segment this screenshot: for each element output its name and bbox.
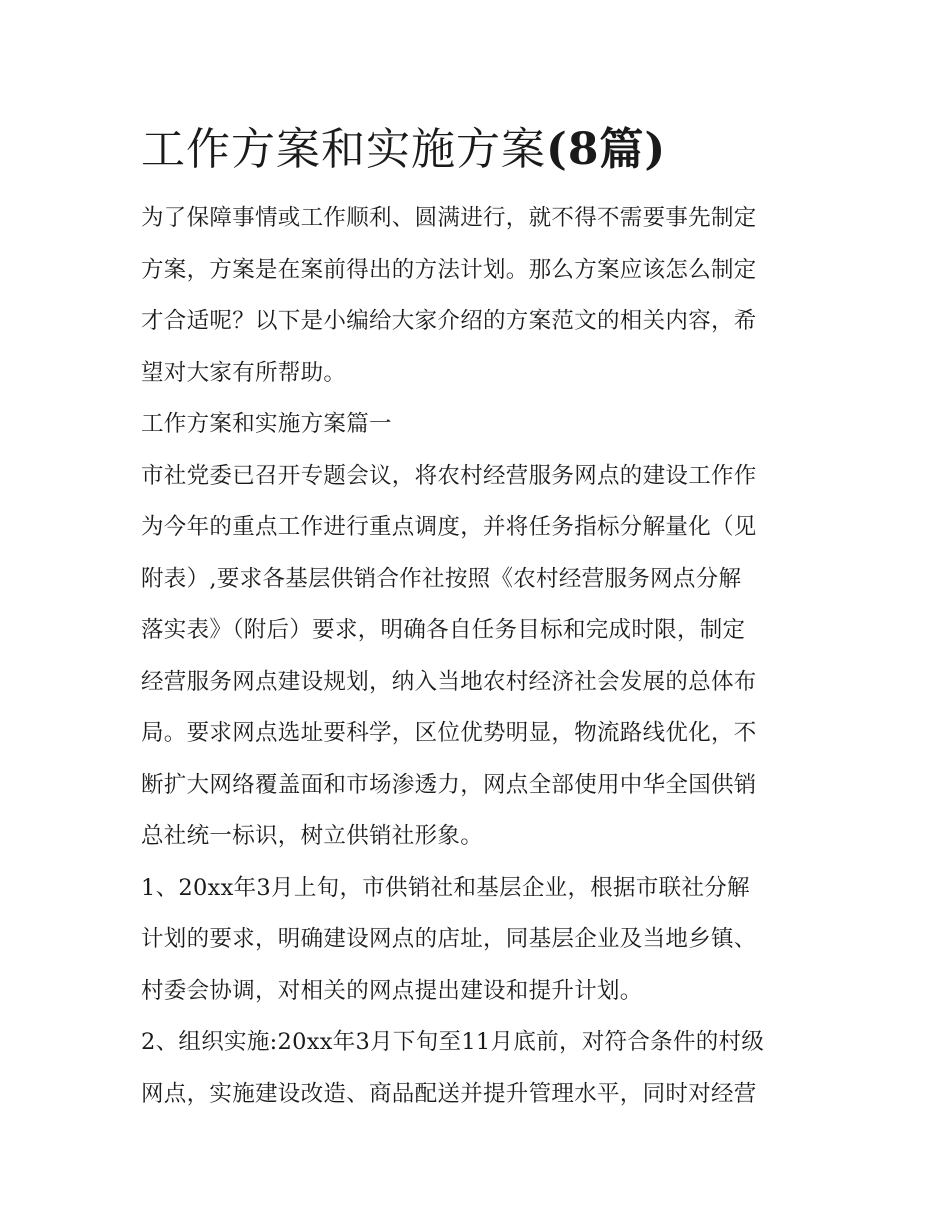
list-item-2 (141, 1017, 813, 1120)
body-line: 局。要求网点选址要科学，区位优势明显，物流路线优化，不 (141, 720, 757, 746)
intro-line: 为了保障事情或工作顺利、圆满进行，就不得不需要事先制定 (141, 205, 757, 231)
section-heading (141, 399, 813, 451)
body-line: 总社统一标识，树立供销社形象。 (141, 823, 484, 849)
title-count: (8篇) (546, 124, 667, 175)
document-title (141, 118, 813, 182)
body-line: 落实表》（附后）要求，明确各自任务目标和完成时限，制定 (141, 617, 746, 643)
body-paragraph (141, 451, 813, 863)
list-item-line: 计划的要求，明确建设网点的店址，同基层企业及当地乡镇、 (141, 926, 757, 952)
section-heading-text: 工作方案和实施方案篇一 (141, 411, 392, 437)
body-line: 市社党委已召开专题会议，将农村经营服务网点的建设工作作 (141, 462, 757, 489)
document-page (141, 118, 813, 1120)
body-line: 断扩大网络覆盖面和市场渗透力，网点全部使用中华全国供销 (141, 771, 757, 798)
list-item-line: 村委会协调，对相关的网点提出建设和提升计划。 (141, 977, 643, 1004)
intro-line: 方案，方案是在案前得出的方法计划。那么方案应该怎么制定 (141, 256, 757, 283)
list-item-line: 1、20xx年3月上旬，市供销社和基层企业，根据市联社分解 (141, 874, 750, 901)
list-item-line: 网点，实施建设改造、商品配送并提升管理水平，同时对经营 (141, 1080, 757, 1107)
list-item-1 (141, 863, 813, 1018)
intro-line: 望对大家有所帮助。 (141, 359, 347, 386)
intro-paragraph (141, 193, 813, 399)
title-text: 工作方案和实施方案 (141, 124, 546, 175)
body-line: 为今年的重点工作进行重点调度，并将任务指标分解量化（见 (141, 514, 757, 540)
list-item-line: 2、组织实施:20xx年3月下旬至11月底前，对符合条件的村级 (141, 1029, 765, 1055)
intro-line: 才合适呢？以下是小编给大家介绍的方案范文的相关内容，希 (141, 308, 757, 334)
body-line: 附表）,要求各基层供销合作社按照《农村经营服务网点分解 (141, 565, 742, 592)
body-line: 经营服务网点建设规划，纳入当地农村经济社会发展的总体布 (141, 668, 757, 695)
